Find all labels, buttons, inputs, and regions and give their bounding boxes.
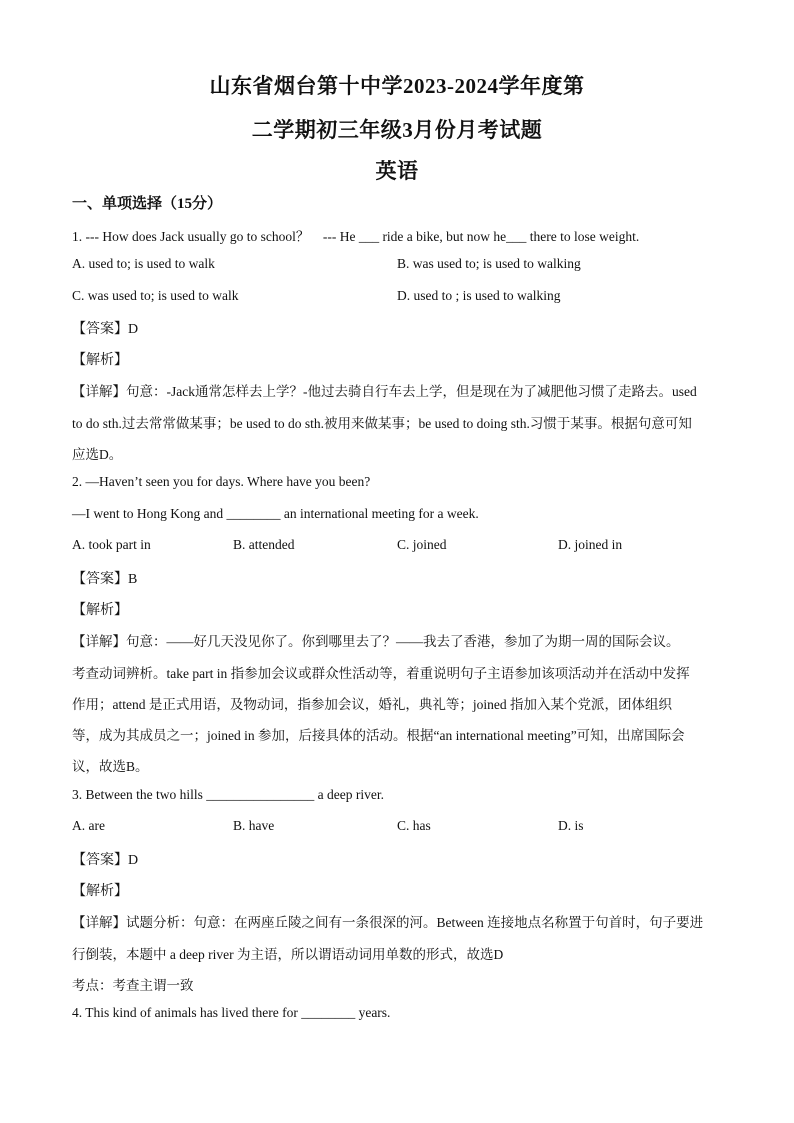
document-subject: 英语	[375, 159, 419, 183]
q3-option-a: A. are	[72, 818, 105, 833]
q2-analysis-label: 【解析】	[72, 603, 128, 618]
q1-option-a: A. used to; is used to walk	[72, 256, 215, 271]
document-title-line-2: 二学期初三年级3月份月考试题	[251, 118, 543, 142]
q1-option-b: B. was used to; is used to walking	[397, 256, 581, 271]
q1-detail-line-1: 【详解】句意：-Jack通常怎样去上学？-他过去骑自行车去上学，但是现在为了减肥他习惯了走路去。used	[72, 384, 697, 399]
q2-option-c: C. joined	[397, 537, 447, 552]
q3-stem: 3. Between the two hills ________________ a deep river.	[72, 787, 384, 802]
q2-stem-line-2: —I went to Hong Kong and ________ an international meeting for a week.	[72, 506, 479, 521]
q4-stem: 4. This kind of animals has lived there for ________ years.	[72, 1005, 391, 1020]
document-title-line-1: 山东省烟台第十中学2023-2024学年度第	[209, 74, 585, 98]
q2-option-b: B. attended	[233, 537, 295, 552]
q1-stem: 1. --- How does Jack usually go to school？ --- He ___ ride a bike, but now he___ there to lose weight.	[72, 229, 640, 244]
q3-detail-line-2: 行倒装，本题中 a deep river 为主语，所以谓语动词用单数的形式，故选D	[72, 947, 504, 962]
q2-detail-line-2: 考查动词辨析。take part in 指参加会议或群众性活动等，着重说明句子主语参加该项活动并在活动中发挥	[72, 666, 690, 681]
q2-answer: 【答案】B	[72, 572, 138, 587]
q2-detail-line-4: 等，成为其成员之一；joined in 参加，后接具体的活动。根据“an international meeting”可知，出席国际会	[72, 728, 685, 743]
section-heading: 一、单项选择（15分）	[72, 196, 223, 212]
q3-exam-point: 考点：考查主谓一致	[72, 978, 194, 993]
q3-detail-line-1: 【详解】试题分析：句意：在两座丘陵之间有一条很深的河。Between 连接地点名称置于句首时，句子要进	[72, 915, 704, 930]
q2-stem-line-1: 2. —Haven’t seen you for days. Where have you been?	[72, 474, 371, 489]
q3-answer: 【答案】D	[72, 853, 139, 868]
q3-option-d: D. is	[558, 818, 584, 833]
q2-detail-line-3: 作用；attend 是正式用语，及物动词，指参加会议，婚礼，典礼等；joined 指加入某个党派，团体组织	[72, 697, 672, 712]
q2-option-a: A. took part in	[72, 537, 151, 552]
q1-analysis-label: 【解析】	[72, 353, 128, 368]
q2-detail-line-1: 【详解】句意：——好几天没见你了。你到哪里去了？——我去了香港，参加了为期一周的国际会议。	[72, 634, 680, 649]
q3-option-b: B. have	[233, 818, 275, 833]
q2-detail-line-5: 议，故选B。	[72, 759, 149, 774]
q1-detail-line-2: to do sth.过去常常做某事；be used to do sth.被用来做某事；be used to doing sth.习惯于某事。根据句意可知	[72, 416, 692, 431]
q1-option-d: D. used to ; is used to walking	[397, 288, 561, 303]
q1-option-c: C. was used to; is used to walk	[72, 288, 239, 303]
q1-answer: 【答案】D	[72, 322, 139, 337]
q1-detail-line-3: 应选D。	[72, 447, 123, 462]
q2-option-d: D. joined in	[558, 537, 623, 552]
q3-option-c: C. has	[397, 818, 431, 833]
q3-analysis-label: 【解析】	[72, 884, 128, 899]
